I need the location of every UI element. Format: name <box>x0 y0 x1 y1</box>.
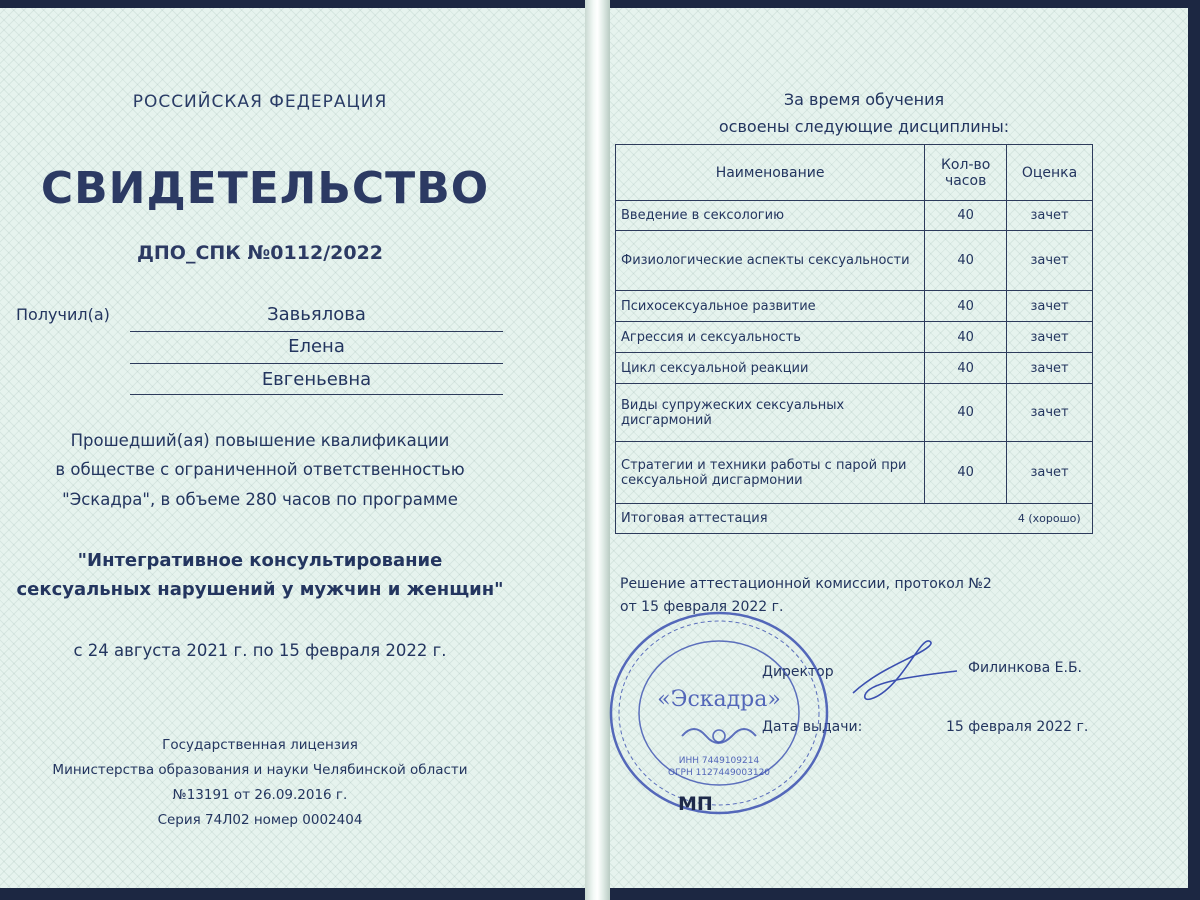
recipient-patronymic: Евгеньевна <box>261 369 372 390</box>
discipline-grade: зачет <box>1007 201 1093 231</box>
first-name-underline <box>130 363 503 364</box>
discipline-hours: 40 <box>925 201 1007 231</box>
table-row <box>616 291 1093 322</box>
disciplines-heading-line1: За время обучения <box>783 90 945 109</box>
table-header-row <box>616 145 1093 201</box>
commission-decision: Решение аттестационной комиссии, протокол №2 <box>620 576 992 592</box>
program-title-line: "Интегративное консультирование <box>77 550 443 571</box>
body-text-line: "Эскадра", в объеме 280 часов по программе <box>62 490 458 509</box>
license-line: №13191 от 26.09.2016 г. <box>172 787 348 803</box>
license-line: Государственная лицензия <box>162 737 358 753</box>
organization-stamp <box>604 608 834 818</box>
column-header-grade: Оценка <box>1007 145 1093 201</box>
recipient-surname: Завьялова <box>267 304 366 325</box>
body-text-line: в обществе с ограниченной ответственностью <box>55 460 465 479</box>
discipline-hours: 40 <box>925 291 1007 322</box>
surname-underline <box>130 331 503 332</box>
disciplines-table <box>615 144 1093 534</box>
issue-date: 15 февраля 2022 г. <box>946 719 1089 735</box>
discipline-grade: зачет <box>1007 353 1093 384</box>
discipline-hours: 40 <box>925 384 1007 442</box>
stamp-center-text: «Эскадра» <box>657 687 781 712</box>
commission-decision-date: от 15 февраля 2022 г. <box>620 599 784 615</box>
discipline-grade: зачет <box>1007 384 1093 442</box>
certificate-number: ДПО_СПК №0112/2022 <box>136 242 384 264</box>
stamp-inn: ИНН 7449109214 <box>678 756 760 766</box>
country-heading: РОССИЙСКАЯ ФЕДЕРАЦИЯ <box>132 92 388 112</box>
director-label: Директор <box>762 664 834 680</box>
table-row <box>616 442 1093 504</box>
discipline-name: Агрессия и сексуальность <box>616 322 925 353</box>
discipline-hours: 40 <box>925 322 1007 353</box>
table-row <box>616 322 1093 353</box>
director-name: Филинкова Е.Б. <box>968 660 1083 676</box>
table-row <box>616 353 1093 384</box>
patronymic-underline <box>130 394 503 395</box>
program-title-line: сексуальных нарушений у мужчин и женщин" <box>16 579 504 600</box>
license-line: Серия 74Л02 номер 0002404 <box>157 812 363 828</box>
final-attestation-label: Итоговая аттестация <box>616 504 1007 534</box>
discipline-grade: зачет <box>1007 322 1093 353</box>
disciplines-heading-line2: освоены следующие дисциплины: <box>718 117 1010 136</box>
table-row <box>616 384 1093 442</box>
discipline-grade: зачет <box>1007 291 1093 322</box>
discipline-name: Физиологические аспекты сексуальности <box>616 231 925 291</box>
column-header-hours: Кол-во часов <box>925 145 1007 201</box>
final-attestation-grade: 4 (хорошо) <box>1007 504 1093 534</box>
discipline-hours: 40 <box>925 442 1007 504</box>
body-text-line: Прошедший(ая) повышение квалификации <box>70 431 450 450</box>
left-page <box>0 8 592 888</box>
received-label: Получил(а) <box>16 305 110 324</box>
final-attestation-row <box>616 504 1093 534</box>
stamp-place-label: МП <box>678 793 713 815</box>
column-header-name: Наименование <box>616 145 925 201</box>
discipline-name: Виды супружеских сексуальных дисгармоний <box>616 384 925 442</box>
document-title: СВИДЕТЕЛЬСТВО <box>40 163 490 214</box>
discipline-hours: 40 <box>925 353 1007 384</box>
discipline-grade: зачет <box>1007 442 1093 504</box>
discipline-grade: зачет <box>1007 231 1093 291</box>
table-row <box>616 201 1093 231</box>
recipient-first-name: Елена <box>288 336 345 357</box>
discipline-name: Психосексуальное развитие <box>616 291 925 322</box>
study-period: с 24 августа 2021 г. по 15 февраля 2022 г. <box>73 641 447 660</box>
director-signature <box>845 633 965 713</box>
issue-date-label: Дата выдачи: <box>762 719 863 735</box>
table-row <box>616 231 1093 291</box>
stamp-ogrn: ОГРН 1127449003120 <box>667 768 771 778</box>
discipline-name: Введение в сексологию <box>616 201 925 231</box>
discipline-hours: 40 <box>925 231 1007 291</box>
discipline-name: Цикл сексуальной реакции <box>616 353 925 384</box>
discipline-name: Стратегии и техники работы с парой при сексуальной дисгармонии <box>616 442 925 504</box>
license-line: Министерства образования и науки Челябинской области <box>52 762 468 778</box>
